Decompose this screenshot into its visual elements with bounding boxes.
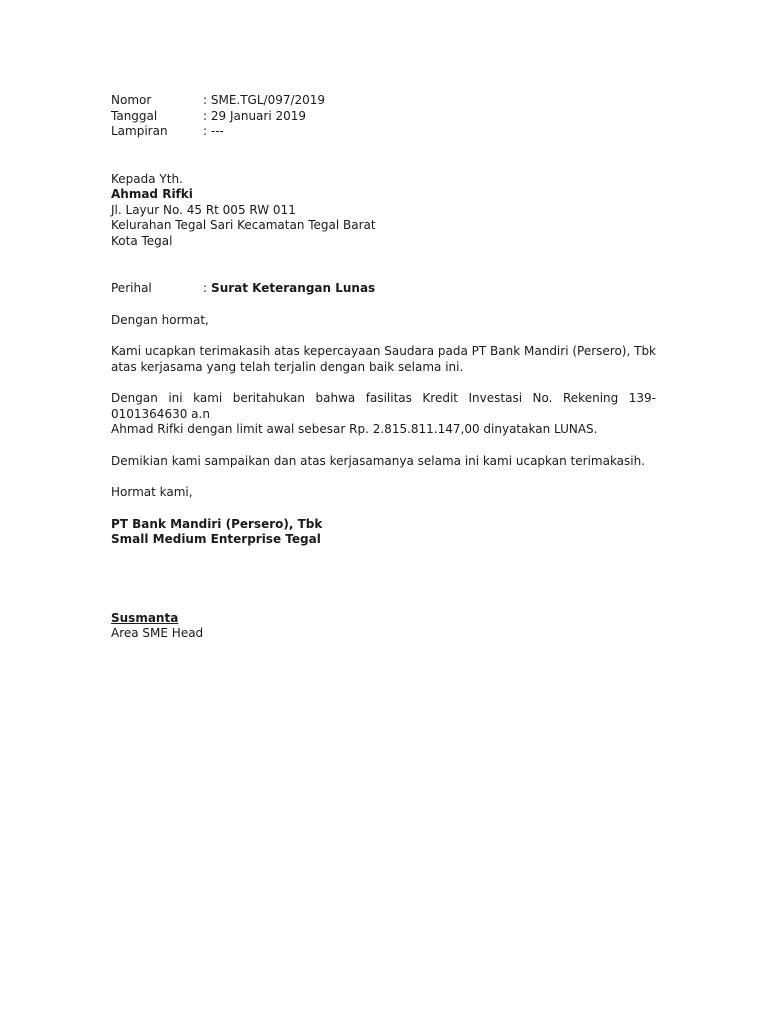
sender-company-line2: Small Medium Enterprise Tegal (111, 532, 321, 546)
subject-label: Perihal (111, 281, 152, 295)
recipient-name: Ahmad Rifki (111, 187, 193, 201)
signer-name: Susmanta (111, 610, 179, 625)
meta-row-tanggal (111, 109, 656, 125)
body-paragraph-2-line1: Dengan ini kami beritahukan bahwa fasilitas Kredit Investasi No. Rekening 139-0101364630 a.n (111, 391, 656, 421)
meta-row-lampiran (111, 124, 656, 140)
lampiran-label: Lampiran (111, 124, 168, 138)
closing-salutation: Hormat kami, (111, 485, 193, 499)
letter-document (111, 93, 656, 642)
signer-block (111, 611, 656, 642)
tanggal-label: Tanggal (111, 108, 158, 123)
subject-value: Surat Keterangan Lunas (211, 281, 376, 295)
nomor-value: : SME.TGL/097/2019 (203, 93, 326, 107)
sender-company-block (111, 517, 656, 548)
sender-company-line1: PT Bank Mandiri (Persero), Tbk (111, 516, 323, 531)
body-paragraph-2 (111, 391, 656, 438)
body-paragraph-3: Demikian kami sampaikan dan atas kerjasamanya selama ini kami ucapkan terimakasih. (111, 453, 646, 468)
recipient-block (111, 172, 656, 250)
recipient-address-line2: Kelurahan Tegal Sari Kecamatan Tegal Barat (111, 218, 376, 232)
meta-row-nomor (111, 93, 656, 109)
nomor-label: Nomor (111, 93, 152, 107)
letter-meta-block (111, 93, 656, 140)
subject-row (111, 281, 656, 297)
tanggal-value: : 29 Januari 2019 (203, 108, 307, 123)
body-paragraph-2-line2: Ahmad Rifki dengan limit awal sebesar Rp. 2.815.811.147,00 dinyatakan LUNAS. (111, 422, 598, 436)
recipient-greeting: Kepada Yth. (111, 171, 183, 186)
recipient-address-line1: Jl. Layur No. 45 Rt 005 RW 011 (111, 202, 296, 217)
lampiran-value: : --- (203, 124, 224, 138)
subject-colon: : (203, 281, 208, 295)
signer-title: Area SME Head (111, 626, 204, 640)
opening-salutation: Dengan hormat, (111, 312, 209, 327)
recipient-address-line3: Kota Tegal (111, 233, 173, 248)
body-paragraph-1: Kami ucapkan terimakasih atas kepercayaan Saudara pada PT Bank Mandiri (Persero), Tbk atas kerjasama yang telah terjalin dengan baik selama ini. (111, 344, 657, 374)
